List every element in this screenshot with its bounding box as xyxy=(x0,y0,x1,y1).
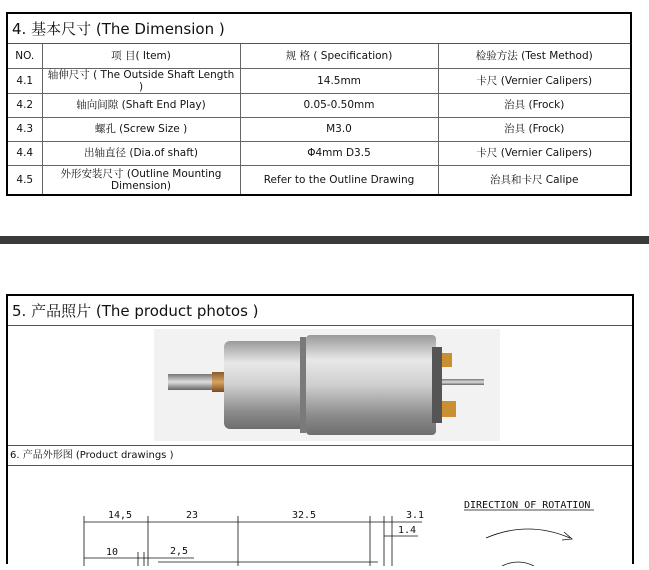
row-method: 治具 (Frock) xyxy=(438,117,630,141)
row-spec: Φ4mm D3.5 xyxy=(240,141,438,165)
row-item: 出轴直径 (Dia.of shaft) xyxy=(42,141,240,165)
table-row xyxy=(8,117,630,141)
row-method: 卡尺 (Vernier Calipers) xyxy=(438,141,630,165)
product-drawings-title: 6. 产品外形图 (Product drawings ) xyxy=(8,446,632,466)
row-spec: 0.05-0.50mm xyxy=(240,93,438,117)
direction-label: DIRECTION OF ROTATION xyxy=(464,500,591,511)
row-method: 卡尺 (Vernier Calipers) xyxy=(438,68,630,93)
dim-32-5: 32.5 xyxy=(292,510,317,521)
row-no: 4.4 xyxy=(8,141,42,165)
gearbox-ring xyxy=(300,337,306,433)
dim-23: 23 xyxy=(186,510,199,521)
table-row xyxy=(8,68,630,93)
dimension-section xyxy=(6,12,632,196)
row-item: 轴伸尺寸 ( The Outside Shaft Length ) xyxy=(42,68,240,93)
dim-1-4: 1.4 xyxy=(398,525,417,536)
row-no: 4.2 xyxy=(8,93,42,117)
header-no: NO. xyxy=(8,44,42,68)
product-photos-title: 5. 产品照片 (The product photos ) xyxy=(8,296,632,326)
rear-shaft xyxy=(442,379,484,385)
terminal-top xyxy=(442,353,452,367)
outline-drawing xyxy=(8,466,632,566)
row-item: 外形安装尺寸 (Outline Mounting Dimension) xyxy=(42,165,240,194)
motor-can xyxy=(306,335,436,435)
dimension-table xyxy=(8,44,630,194)
dim-14-5: 14,5 xyxy=(108,510,133,521)
row-no: 4.5 xyxy=(8,165,42,194)
row-item: 螺孔 (Screw Size ) xyxy=(42,117,240,141)
rotation-arc xyxy=(486,529,570,538)
row-spec: 14.5mm xyxy=(240,68,438,93)
dimension-section-title: 4. 基本尺寸 (The Dimension ) xyxy=(8,14,630,44)
brass-bushing xyxy=(212,372,224,392)
row-no: 4.3 xyxy=(8,117,42,141)
dim-3-1: 3.1 xyxy=(406,510,425,521)
table-row xyxy=(8,141,630,165)
section-divider xyxy=(0,236,649,244)
header-item: 项 目( Item) xyxy=(42,44,240,68)
terminal-bottom xyxy=(442,401,456,417)
product-photos-section xyxy=(6,294,634,564)
rotation-arrow-icon xyxy=(562,532,572,540)
header-spec: 规 格 ( Specification) xyxy=(240,44,438,68)
table-row xyxy=(8,93,630,117)
row-spec: M3.0 xyxy=(240,117,438,141)
photo-row xyxy=(8,326,632,446)
motor-illustration xyxy=(154,329,500,441)
table-row xyxy=(8,165,630,194)
dim-10: 10 xyxy=(106,547,119,558)
table-header-row xyxy=(8,44,630,68)
row-method: 治具和卡尺 Calipe xyxy=(438,165,630,194)
row-no: 4.1 xyxy=(8,68,42,93)
motor-photo xyxy=(154,329,500,441)
row-spec: Refer to the Outline Drawing xyxy=(240,165,438,194)
header-method: 检验方法 (Test Method) xyxy=(438,44,630,68)
motor-end-cap xyxy=(432,347,442,423)
row-method: 治具 (Frock) xyxy=(438,93,630,117)
end-view-arc xyxy=(502,562,534,566)
product-drawing xyxy=(8,466,632,566)
row-item: 轴向间隙 (Shaft End Play) xyxy=(42,93,240,117)
dim-2-5: 2,5 xyxy=(170,546,189,557)
